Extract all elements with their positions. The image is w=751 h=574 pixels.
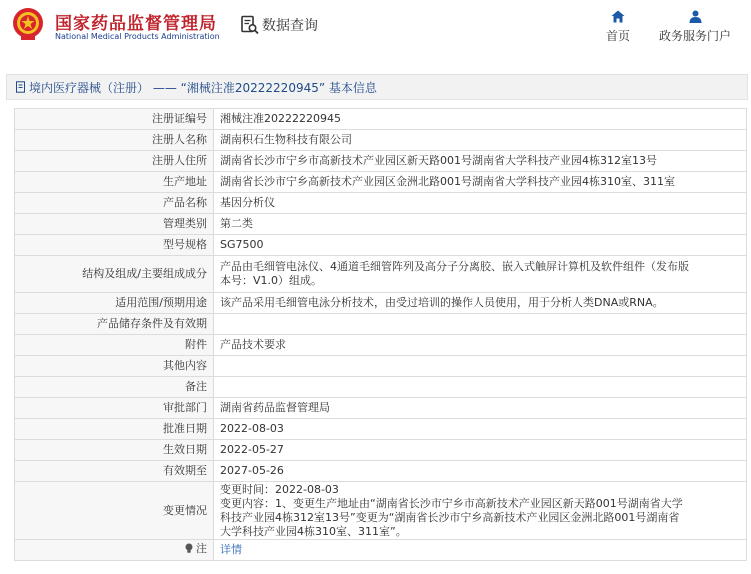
table-row [15,172,747,193]
field-label: 注 [196,541,207,555]
table-row [15,151,747,172]
data-query-link[interactable] [240,14,318,36]
field-label: 批准日期 [15,419,214,440]
field-label: 产品储存条件及有效期 [15,314,214,335]
field-value: 2027-05-26 [214,461,747,482]
field-label: 注册人住所 [15,151,214,172]
value-line: 产品由毛细管电泳仪、4通道毛细管阵列及高分子分离胶、嵌入式触屏计算机及软件组件（发布版 [220,260,689,273]
home-icon [611,10,625,23]
value-line: 科技产业园4栋312室13号”变更为“湖南省长沙市宁乡高新技术产业园区金洲北路001号湖南省 [220,510,680,524]
org-name-en: National Medical Products Administration [55,32,220,41]
nav-portal-label: 政务服务门户 [658,29,731,43]
field-value [214,314,747,335]
table-row [15,461,747,482]
breadcrumb-text [29,79,377,96]
table-row [15,440,747,461]
field-value: 湖南省药品监督管理局 [214,398,747,419]
details-link[interactable]: 详情 [220,543,242,556]
value-line: 大学科技产业园4栋310室、311室”。 [220,524,407,538]
field-value: 湖南省长沙市宁乡高新技术产业园区金洲北路001号湖南省大学科技产业园4栋310室、311室 [214,172,747,193]
field-label: 其他内容 [15,356,214,377]
breadcrumb-title: “湘械注准20222220945” [180,80,326,95]
document-icon [15,81,27,93]
value-line: 变更内容：1、变更生产地址由“湖南省长沙市宁乡市高新技术产业园区新天路001号湖南省大学 [220,496,683,510]
table-row [15,293,747,314]
table-row [15,540,747,561]
nav-service-portal[interactable] [655,10,735,44]
table-row [15,130,747,151]
field-label: 有效期至 [15,461,214,482]
field-value [214,377,747,398]
table-row [15,214,747,235]
field-value [214,540,747,561]
field-value: 该产品采用毛细管电泳分析技术，由受过培训的操作人员使用，用于分析人类DNA或RNA。 [214,293,747,314]
table-row [15,377,747,398]
field-label: 注册人名称 [15,130,214,151]
breadcrumb-separator: —— [149,80,181,95]
field-label: 备注 [15,377,214,398]
table-row [15,419,747,440]
field-value: 湖南积石生物科技有限公司 [214,130,747,151]
field-label: 变更情况 [15,482,214,540]
field-label: 适用范围/预期用途 [15,293,214,314]
table-row [15,109,747,130]
nav-home-label: 首页 [605,29,630,43]
data-query-label: 数据查询 [262,18,318,34]
field-label: 产品名称 [15,193,214,214]
data-query-icon [240,15,260,35]
user-icon [689,10,702,23]
national-emblem-icon [12,6,44,42]
field-value [214,482,747,540]
org-name-cn: 国家药品监督管理局 [55,14,217,34]
site-header [0,0,751,60]
field-value: SG7500 [214,235,747,256]
field-value: 湘械注准20222220945 [214,109,747,130]
field-value [214,356,747,377]
field-label: 附件 [15,335,214,356]
table-row [15,398,747,419]
field-label: 型号规格 [15,235,214,256]
table-row [15,356,747,377]
table-row [15,314,747,335]
field-label: 生产地址 [15,172,214,193]
field-value: 第二类 [214,214,747,235]
table-row [15,235,747,256]
field-value: 基因分析仪 [214,193,747,214]
breadcrumb [6,74,748,100]
registration-info-table [14,108,747,561]
field-label: 生效日期 [15,440,214,461]
breadcrumb-suffix: 基本信息 [328,80,377,95]
nav-home[interactable] [600,10,636,44]
table-row [15,256,747,293]
field-value: 2022-08-03 [214,419,747,440]
field-value: 产品技术要求 [214,335,747,356]
table-row [15,193,747,214]
breadcrumb-category[interactable]: 境内医疗器械（注册） [29,80,150,95]
note-label-cell [15,540,214,561]
field-label: 结构及组成/主要组成成分 [15,256,214,293]
value-line: 本号：V1.0）组成。 [220,274,323,287]
lightbulb-icon [184,543,194,554]
field-label: 管理类别 [15,214,214,235]
table-row [15,482,747,540]
field-label: 注册证编号 [15,109,214,130]
value-line: 变更时间：2022-08-03 [220,482,339,496]
field-label: 审批部门 [15,398,214,419]
table-row [15,335,747,356]
field-value: 湖南省长沙市宁乡市高新技术产业园区新天路001号湖南省大学科技产业园4栋312室13号 [214,151,747,172]
field-value [214,256,747,293]
field-value: 2022-05-27 [214,440,747,461]
